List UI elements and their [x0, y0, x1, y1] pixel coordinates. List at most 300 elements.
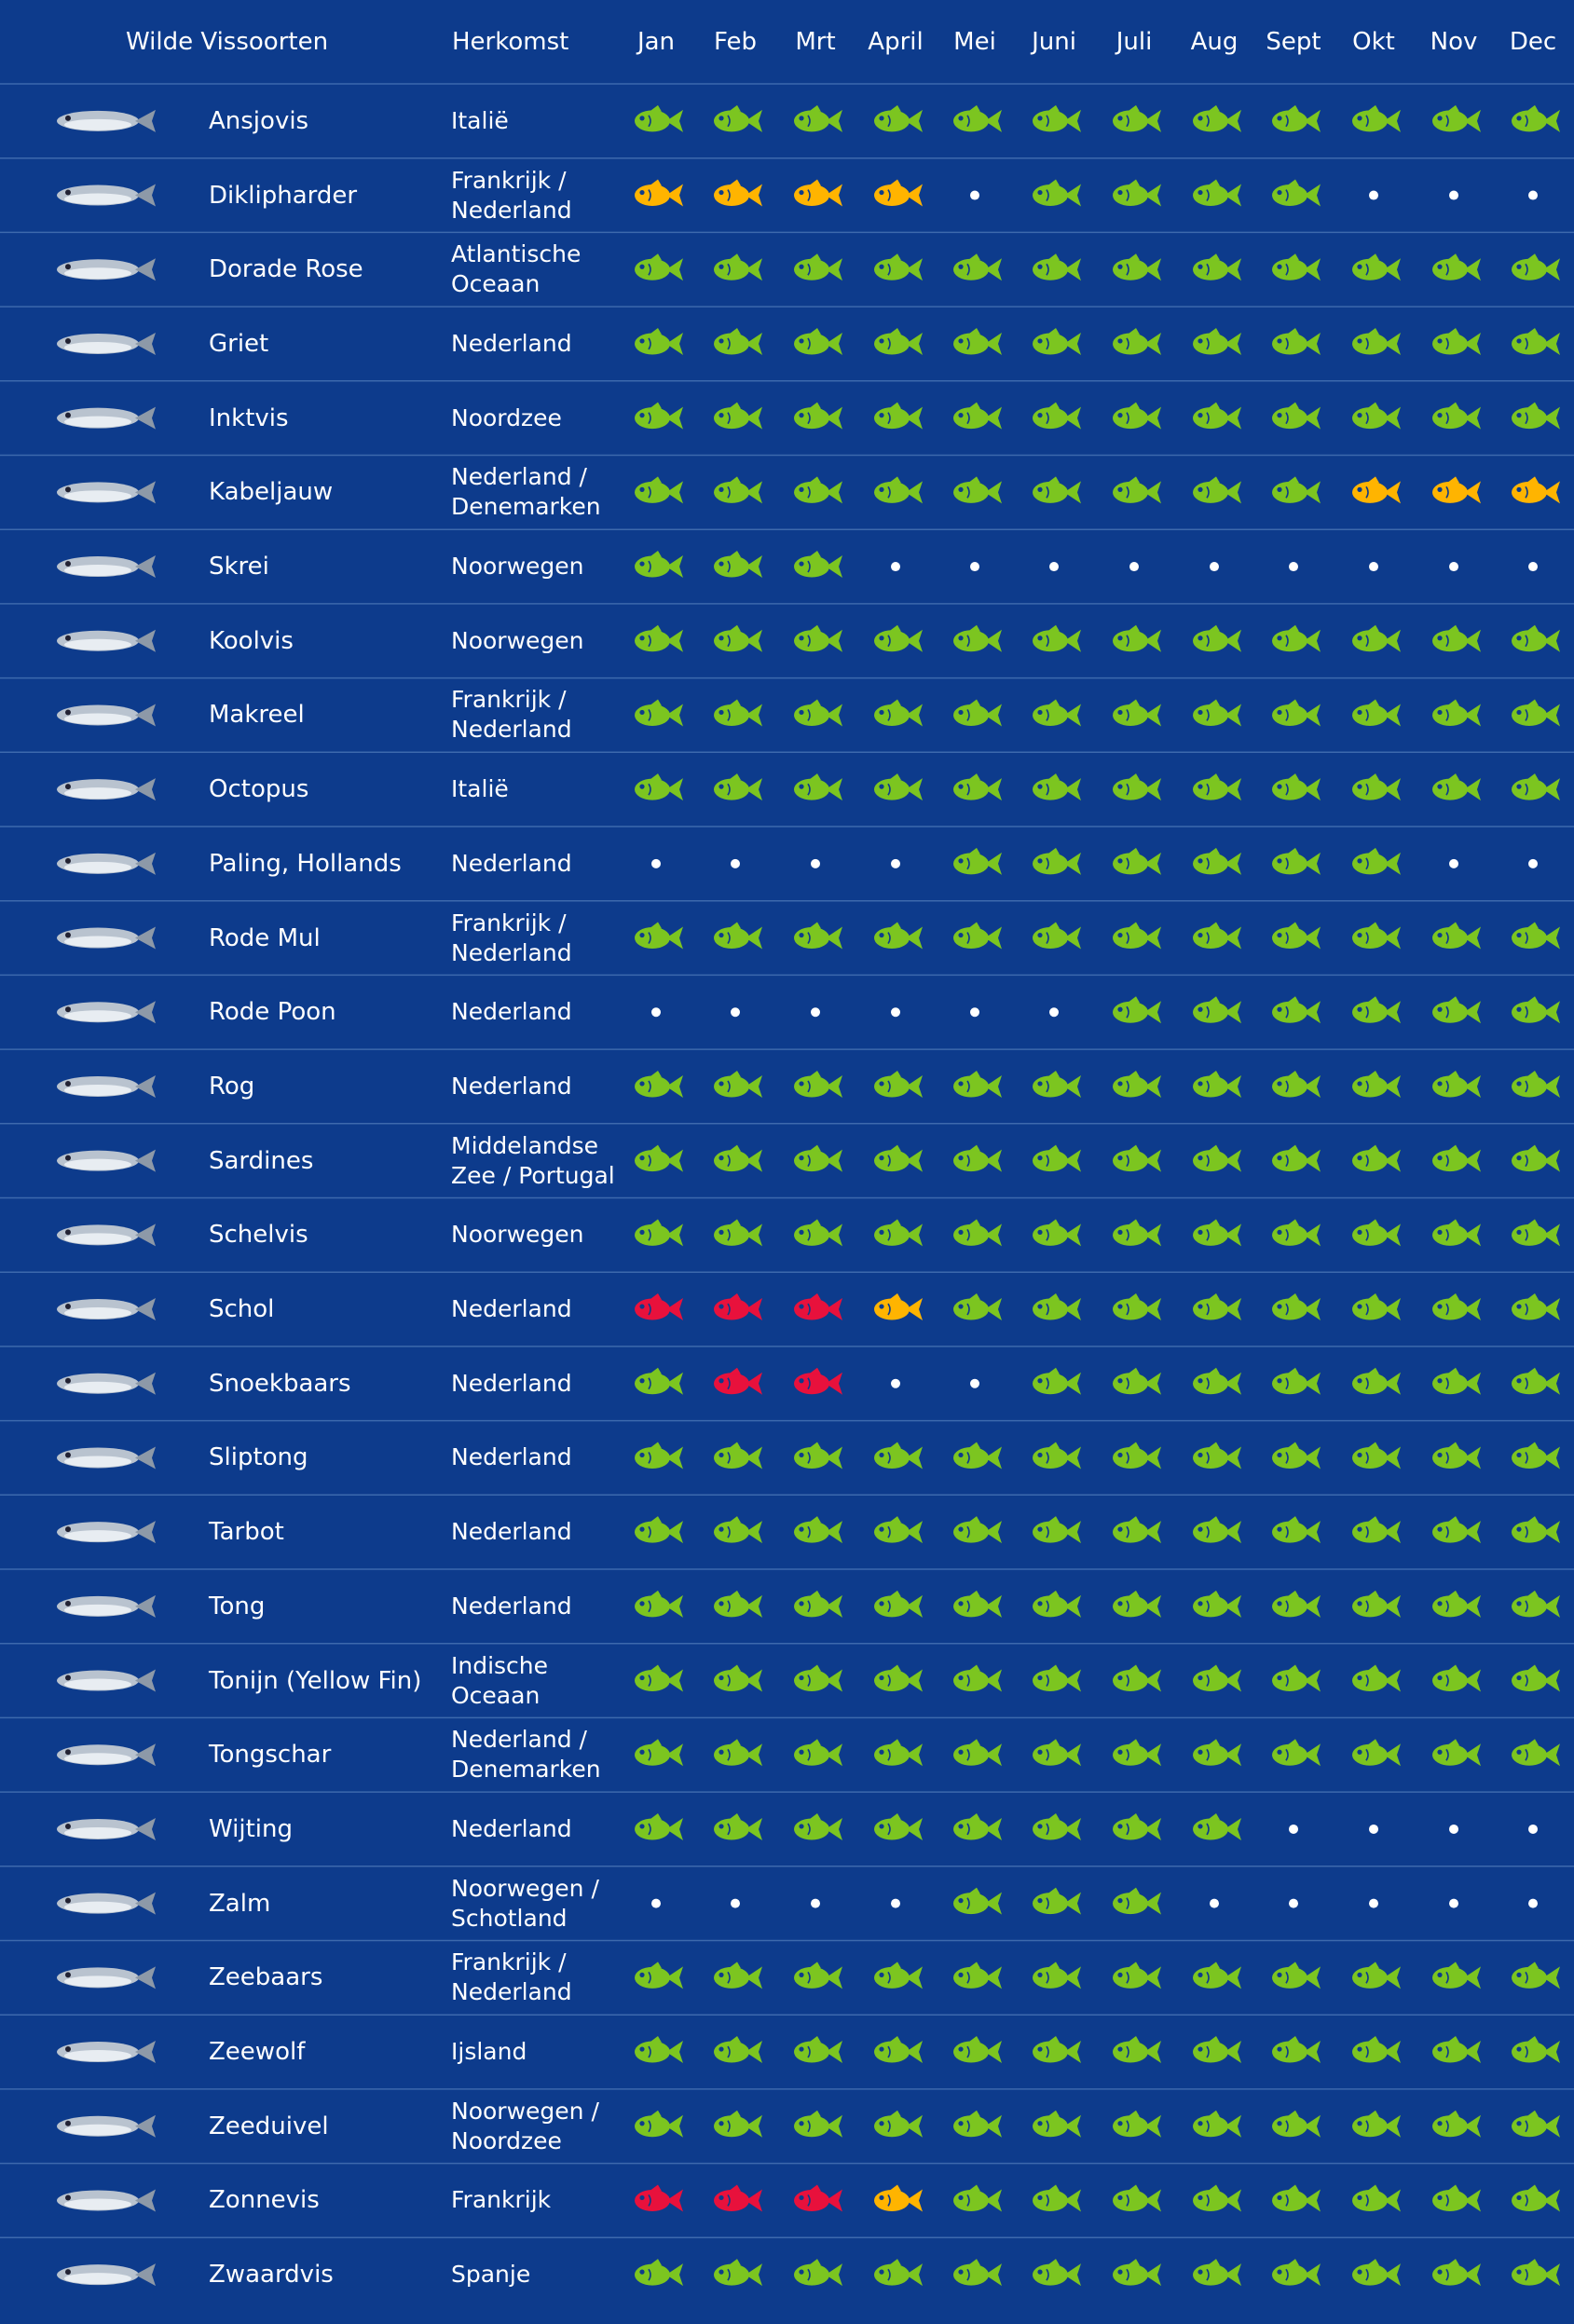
green-fish-icon [953, 1962, 1002, 1989]
red-fish-icon [635, 2184, 683, 2211]
status-dot [651, 859, 661, 868]
orange-fish-icon [874, 1293, 923, 1320]
green-fish-icon [1113, 699, 1161, 726]
green-fish-icon [1272, 1442, 1321, 1469]
status-dot [811, 1899, 820, 1908]
green-fish-icon [714, 2111, 762, 2138]
green-fish-icon [714, 253, 762, 280]
green-fish-icon [1033, 1442, 1081, 1469]
green-fish-icon [1113, 403, 1161, 430]
green-fish-icon [1512, 2259, 1560, 2286]
green-fish-icon [714, 625, 762, 652]
green-fish-icon [1352, 403, 1401, 430]
green-fish-icon [1113, 1739, 1161, 1766]
green-fish-icon [874, 2111, 923, 2138]
status-dot [891, 1007, 900, 1017]
green-fish-icon [1113, 328, 1161, 355]
green-fish-icon [1113, 773, 1161, 800]
origin-line: Italië [451, 106, 509, 134]
green-fish-icon [1113, 1888, 1161, 1915]
green-fish-icon [953, 253, 1002, 280]
green-fish-icon [635, 105, 683, 132]
green-fish-icon [1432, 328, 1481, 355]
origin-line: Atlantische [451, 240, 582, 268]
origin-line: Frankrijk / [451, 686, 567, 714]
green-fish-icon [1113, 1962, 1161, 1989]
green-fish-icon [1193, 923, 1241, 950]
green-fish-icon [794, 1962, 842, 1989]
origin-line: Nederland [451, 1369, 572, 1397]
origin-line: Nederland [451, 1978, 572, 2006]
green-fish-icon [1272, 2111, 1321, 2138]
green-fish-icon [714, 699, 762, 726]
green-fish-icon [1272, 773, 1321, 800]
green-fish-icon [1432, 2036, 1481, 2063]
green-fish-icon [1113, 848, 1161, 875]
green-fish-icon [1432, 773, 1481, 800]
species-name: Zwaardvis [209, 2261, 334, 2290]
green-fish-icon [1432, 1071, 1481, 1098]
origin-line: Indische [451, 1651, 549, 1679]
green-fish-icon [1113, 1813, 1161, 1840]
green-fish-icon [1193, 1442, 1241, 1469]
green-fish-icon [1352, 1145, 1401, 1172]
month-header: Feb [713, 28, 758, 56]
species-name: Octopus [209, 775, 309, 804]
green-fish-icon [714, 2259, 762, 2286]
status-dot [1449, 191, 1458, 200]
species-name: Tonijn (Yellow Fin) [209, 1666, 422, 1695]
green-fish-icon [1193, 1219, 1241, 1246]
green-fish-icon [953, 923, 1002, 950]
green-fish-icon [714, 476, 762, 503]
fish-thumbnail-icon [57, 185, 156, 207]
status-dot [1528, 562, 1538, 571]
green-fish-icon [1432, 625, 1481, 652]
green-fish-icon [1113, 996, 1161, 1023]
green-fish-icon [1113, 2184, 1161, 2211]
green-fish-icon [1193, 1516, 1241, 1543]
green-fish-icon [874, 923, 923, 950]
green-fish-icon [1432, 253, 1481, 280]
green-fish-icon [714, 1219, 762, 1246]
green-fish-icon [1432, 996, 1481, 1023]
green-fish-icon [874, 105, 923, 132]
green-fish-icon [794, 1813, 842, 1840]
species-name: Paling, Hollands [209, 849, 402, 878]
green-fish-icon [874, 328, 923, 355]
green-fish-icon [714, 1665, 762, 1692]
status-dot [1369, 191, 1378, 200]
origin-line: Nederland / [451, 1726, 587, 1754]
fish-thumbnail-icon [57, 2263, 156, 2286]
green-fish-icon [1033, 1888, 1081, 1915]
origin-line: Noorwegen [451, 553, 584, 581]
green-fish-icon [794, 1739, 842, 1766]
green-fish-icon [794, 1071, 842, 1098]
green-fish-icon [1193, 1813, 1241, 1840]
green-fish-icon [874, 1739, 923, 1766]
green-fish-icon [1512, 1962, 1560, 1989]
green-fish-icon [1432, 1145, 1481, 1172]
orange-fish-icon [635, 180, 683, 207]
green-fish-icon [953, 1293, 1002, 1320]
species-name: Zonnevis [209, 2186, 320, 2215]
green-fish-icon [1512, 1219, 1560, 1246]
green-fish-icon [1033, 923, 1081, 950]
green-fish-icon [794, 1516, 842, 1543]
fish-thumbnail-icon [57, 927, 156, 950]
green-fish-icon [1512, 253, 1560, 280]
fish-thumbnail-icon [57, 1595, 156, 1618]
green-fish-icon [1432, 105, 1481, 132]
green-fish-icon [1272, 699, 1321, 726]
green-fish-icon [1432, 699, 1481, 726]
origin-line: Noordzee [451, 403, 562, 431]
origin-line: Nederland [451, 1814, 572, 1842]
fish-thumbnail-icon [57, 1001, 156, 1023]
green-fish-icon [1432, 1516, 1481, 1543]
green-fish-icon [1432, 1665, 1481, 1692]
green-fish-icon [1352, 1665, 1401, 1692]
green-fish-icon [953, 1219, 1002, 1246]
green-fish-icon [794, 551, 842, 578]
green-fish-icon [1193, 476, 1241, 503]
green-fish-icon [794, 328, 842, 355]
green-fish-icon [874, 1516, 923, 1543]
origin-line: Nederland [451, 716, 572, 744]
month-header: Mei [953, 28, 996, 56]
origin-line: Zee / Portugal [451, 1161, 615, 1189]
species-name: Makreel [209, 701, 305, 730]
green-fish-icon [635, 328, 683, 355]
green-fish-icon [794, 1591, 842, 1618]
green-fish-icon [1193, 403, 1241, 430]
green-fish-icon [1512, 1368, 1560, 1395]
green-fish-icon [1193, 996, 1241, 1023]
species-name: Sardines [209, 1146, 314, 1175]
species-name: Zeeduivel [209, 2112, 329, 2140]
status-dot [1528, 859, 1538, 868]
green-fish-icon [1193, 1665, 1241, 1692]
green-fish-icon [635, 403, 683, 430]
origin-line: Frankrijk [451, 2186, 552, 2214]
origin-line: Spanje [451, 2261, 531, 2289]
red-fish-icon [794, 1368, 842, 1395]
red-fish-icon [794, 1293, 842, 1320]
green-fish-icon [714, 1962, 762, 1989]
green-fish-icon [714, 551, 762, 578]
green-fish-icon [1193, 2036, 1241, 2063]
month-header: Juli [1115, 28, 1153, 56]
origin-line: Nederland [451, 196, 572, 224]
fish-thumbnail-icon [57, 1446, 156, 1469]
green-fish-icon [1113, 1071, 1161, 1098]
green-fish-icon [1033, 1368, 1081, 1395]
month-header: Okt [1352, 28, 1395, 56]
red-fish-icon [714, 2184, 762, 2211]
green-fish-icon [953, 1591, 1002, 1618]
origin-line: Oceaan [451, 1681, 541, 1709]
green-fish-icon [794, 2036, 842, 2063]
origin-line: Italië [451, 775, 509, 803]
status-dot [1289, 1899, 1298, 1908]
green-fish-icon [1033, 105, 1081, 132]
green-fish-icon [1193, 1739, 1241, 1766]
green-fish-icon [1113, 2036, 1161, 2063]
fish-thumbnail-icon [57, 630, 156, 652]
green-fish-icon [1113, 253, 1161, 280]
origin-line: Frankrijk / [451, 1948, 567, 1976]
green-fish-icon [953, 328, 1002, 355]
status-dot [1528, 1899, 1538, 1908]
origin-line: Frankrijk / [451, 166, 567, 194]
status-dot [1289, 562, 1298, 571]
fish-thumbnail-icon [57, 110, 156, 132]
green-fish-icon [635, 773, 683, 800]
species-name: Kabeljauw [209, 478, 334, 507]
green-fish-icon [1193, 2111, 1241, 2138]
green-fish-icon [1352, 1739, 1401, 1766]
green-fish-icon [874, 476, 923, 503]
month-header: Juni [1032, 28, 1076, 56]
green-fish-icon [1352, 2184, 1401, 2211]
fish-thumbnail-icon [57, 407, 156, 430]
species-name: Wijting [209, 1814, 293, 1843]
green-fish-icon [1512, 1739, 1560, 1766]
green-fish-icon [1272, 1368, 1321, 1395]
header-species: Wilde Vissoorten [126, 28, 329, 56]
green-fish-icon [1272, 403, 1321, 430]
green-fish-icon [635, 1591, 683, 1618]
green-fish-icon [1272, 105, 1321, 132]
green-fish-icon [1432, 1962, 1481, 1989]
green-fish-icon [1512, 1293, 1560, 1320]
green-fish-icon [953, 625, 1002, 652]
green-fish-icon [953, 1516, 1002, 1543]
green-fish-icon [794, 105, 842, 132]
green-fish-icon [874, 1813, 923, 1840]
green-fish-icon [1352, 2259, 1401, 2286]
green-fish-icon [635, 2259, 683, 2286]
green-fish-icon [874, 2259, 923, 2286]
species-name: Diklipharder [209, 181, 358, 210]
green-fish-icon [1352, 699, 1401, 726]
origin-line: Nederland [451, 938, 572, 966]
species-name: Koolvis [209, 626, 294, 655]
green-fish-icon [1193, 253, 1241, 280]
species-name: Zalm [209, 1889, 271, 1918]
green-fish-icon [1352, 1516, 1401, 1543]
green-fish-icon [1272, 1071, 1321, 1098]
green-fish-icon [953, 2259, 1002, 2286]
origin-line: Noorwegen [451, 626, 584, 654]
red-fish-icon [794, 2184, 842, 2211]
green-fish-icon [1512, 2036, 1560, 2063]
green-fish-icon [1113, 1368, 1161, 1395]
green-fish-icon [1272, 2036, 1321, 2063]
green-fish-icon [794, 403, 842, 430]
green-fish-icon [1113, 180, 1161, 207]
green-fish-icon [1113, 923, 1161, 950]
green-fish-icon [1512, 1516, 1560, 1543]
orange-fish-icon [794, 180, 842, 207]
orange-fish-icon [874, 2184, 923, 2211]
green-fish-icon [1352, 773, 1401, 800]
green-fish-icon [1432, 923, 1481, 950]
green-fish-icon [1272, 1145, 1321, 1172]
green-fish-icon [635, 1145, 683, 1172]
green-fish-icon [1432, 2184, 1481, 2211]
green-fish-icon [635, 1442, 683, 1469]
green-fish-icon [1352, 2036, 1401, 2063]
status-dot [1129, 562, 1139, 571]
green-fish-icon [874, 699, 923, 726]
green-fish-icon [1512, 699, 1560, 726]
green-fish-icon [1512, 1145, 1560, 1172]
month-header: Aug [1190, 28, 1239, 56]
green-fish-icon [1512, 328, 1560, 355]
green-fish-icon [1033, 1739, 1081, 1766]
green-fish-icon [1272, 848, 1321, 875]
green-fish-icon [1193, 1071, 1241, 1098]
fish-thumbnail-icon [57, 778, 156, 800]
green-fish-icon [953, 105, 1002, 132]
green-fish-icon [1033, 1293, 1081, 1320]
green-fish-icon [953, 1442, 1002, 1469]
status-dot [811, 859, 820, 868]
green-fish-icon [1033, 1219, 1081, 1246]
green-fish-icon [714, 1591, 762, 1618]
species-name: Ansjovis [209, 106, 309, 135]
fish-thumbnail-icon [57, 1818, 156, 1840]
green-fish-icon [1272, 1591, 1321, 1618]
green-fish-icon [1512, 996, 1560, 1023]
origin-line: Nederland [451, 998, 572, 1026]
green-fish-icon [1432, 1368, 1481, 1395]
fish-thumbnail-icon [57, 1893, 156, 1915]
green-fish-icon [794, 1219, 842, 1246]
green-fish-icon [794, 1145, 842, 1172]
status-dot [970, 191, 979, 200]
green-fish-icon [1033, 1516, 1081, 1543]
green-fish-icon [635, 1813, 683, 1840]
green-fish-icon [953, 476, 1002, 503]
green-fish-icon [1512, 1442, 1560, 1469]
status-dot [1049, 562, 1059, 571]
green-fish-icon [1352, 1442, 1401, 1469]
species-name: Rode Mul [209, 923, 321, 952]
green-fish-icon [953, 1813, 1002, 1840]
status-dot [1210, 1899, 1219, 1908]
status-dot [970, 1007, 979, 1017]
green-fish-icon [1272, 253, 1321, 280]
green-fish-icon [1512, 2184, 1560, 2211]
species-name: Tarbot [209, 1518, 284, 1547]
species-name: Rode Poon [209, 998, 336, 1027]
green-fish-icon [874, 1665, 923, 1692]
green-fish-icon [1512, 1071, 1560, 1098]
status-dot [1528, 191, 1538, 200]
fish-thumbnail-icon [57, 2041, 156, 2063]
green-fish-icon [1113, 1442, 1161, 1469]
green-fish-icon [1432, 403, 1481, 430]
green-fish-icon [953, 403, 1002, 430]
green-fish-icon [874, 1591, 923, 1618]
status-dot [1369, 1899, 1378, 1908]
green-fish-icon [635, 1516, 683, 1543]
green-fish-icon [1352, 328, 1401, 355]
green-fish-icon [1512, 2111, 1560, 2138]
green-fish-icon [1432, 2259, 1481, 2286]
orange-fish-icon [714, 180, 762, 207]
origin-line: Nederland / [451, 463, 587, 491]
status-dot [731, 1007, 740, 1017]
green-fish-icon [1033, 1071, 1081, 1098]
green-fish-icon [1272, 1219, 1321, 1246]
green-fish-icon [1272, 1293, 1321, 1320]
green-fish-icon [635, 1071, 683, 1098]
origin-line: Noorwegen [451, 1221, 584, 1249]
green-fish-icon [1272, 1665, 1321, 1692]
green-fish-icon [794, 625, 842, 652]
origin-line: Nederland [451, 1592, 572, 1620]
green-fish-icon [953, 2184, 1002, 2211]
origin-line: Noorwegen / [451, 1874, 599, 1902]
fish-thumbnail-icon [57, 555, 156, 578]
status-dot [1449, 859, 1458, 868]
green-fish-icon [1193, 2184, 1241, 2211]
green-fish-icon [1193, 1962, 1241, 1989]
green-fish-icon [1033, 1962, 1081, 1989]
green-fish-icon [1113, 1145, 1161, 1172]
green-fish-icon [1033, 2259, 1081, 2286]
species-name: Skrei [209, 553, 269, 581]
green-fish-icon [1352, 1219, 1401, 1246]
orange-fish-icon [1432, 476, 1481, 503]
month-header: Jan [636, 28, 676, 56]
green-fish-icon [1113, 1665, 1161, 1692]
status-dot [1369, 1825, 1378, 1834]
origin-line: Noorwegen / [451, 2097, 599, 2125]
species-name: Zeebaars [209, 1963, 323, 1992]
status-dot [731, 859, 740, 868]
month-header: Mrt [795, 28, 836, 56]
fish-thumbnail-icon [57, 853, 156, 875]
green-fish-icon [874, 253, 923, 280]
green-fish-icon [714, 1813, 762, 1840]
green-fish-icon [794, 1442, 842, 1469]
green-fish-icon [1193, 773, 1241, 800]
green-fish-icon [953, 1888, 1002, 1915]
green-fish-icon [1033, 2184, 1081, 2211]
green-fish-icon [1352, 848, 1401, 875]
status-dot [970, 562, 979, 571]
green-fish-icon [1113, 2111, 1161, 2138]
species-name: Snoekbaars [209, 1369, 351, 1398]
green-fish-icon [1272, 1516, 1321, 1543]
green-fish-icon [1193, 1368, 1241, 1395]
green-fish-icon [635, 2036, 683, 2063]
origin-line: Denemarken [451, 1756, 601, 1784]
green-fish-icon [794, 923, 842, 950]
green-fish-icon [953, 2036, 1002, 2063]
green-fish-icon [1272, 1739, 1321, 1766]
green-fish-icon [1193, 2259, 1241, 2286]
green-fish-icon [635, 699, 683, 726]
green-fish-icon [1352, 1071, 1401, 1098]
fish-thumbnail-icon [57, 704, 156, 726]
